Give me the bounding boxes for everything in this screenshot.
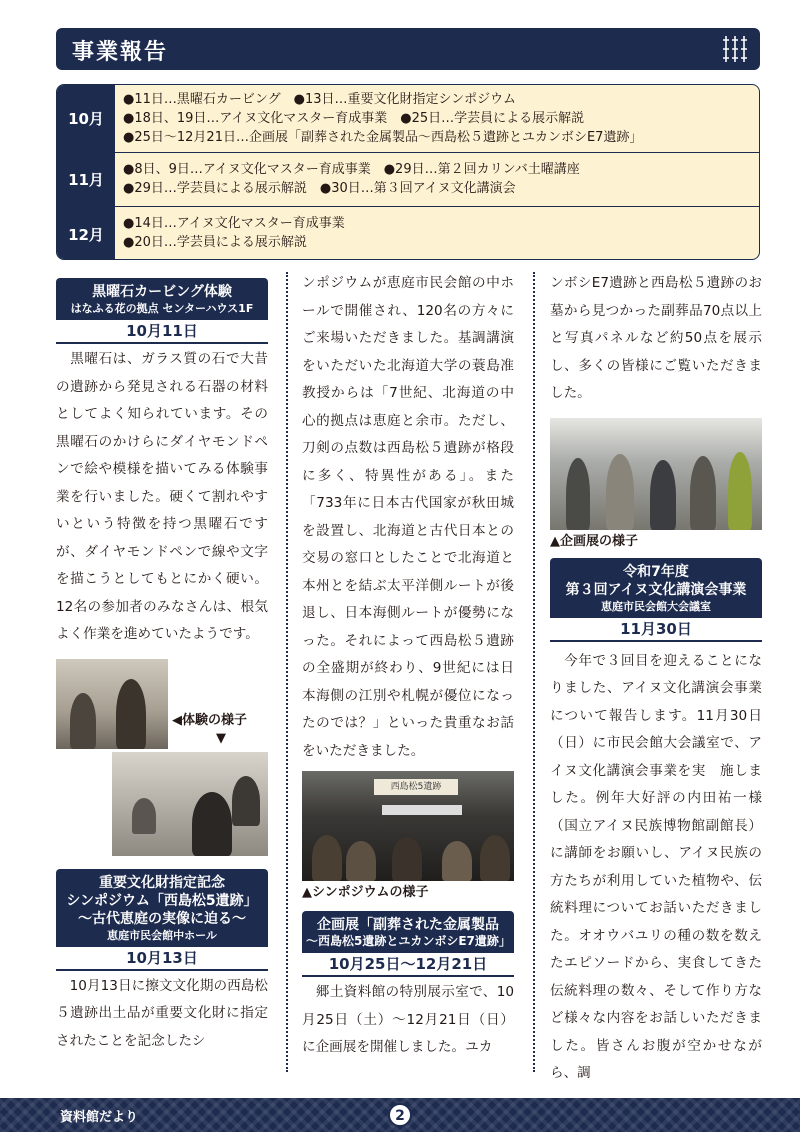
schedule-item: ●29日…学芸員による展示解説 ●30日…第３回アイヌ文化講演会 <box>123 181 516 196</box>
article-body: 黒曜石は、ガラス質の石で大昔の遺跡から発見される石器の材料としてよく知られています。その黒曜石のかけらにダイヤモンドペンで絵や模様を描いてみる体験事業を行いました。硬くて割れやすいという特徴を持つ黒曜石ですが、ダイヤモンドペンで線や文字を描こうとしてもとにかく硬い。12名の参加者のみなさんは、根気よく作業を進めていたようです。 <box>56 351 268 642</box>
schedule-item: ●8日、9日…アイヌ文化マスター育成事業 ●29日…第２回カリンバ土曜講座 <box>123 162 580 177</box>
schedule-table <box>56 84 760 260</box>
column-2 <box>302 270 514 1062</box>
section-title: ～古代恵庭の実像に迫る～ <box>78 910 246 927</box>
schedule-row-october <box>57 85 759 153</box>
section-header <box>56 278 268 320</box>
workshop-photo-1 <box>56 659 168 749</box>
section-title: 企画展「副葬された金属製品 <box>317 917 499 933</box>
column-divider <box>286 272 288 1072</box>
section-date: 10月11日 <box>56 320 268 344</box>
section-date: 11月30日 <box>550 618 762 642</box>
section-date: 10月25日～12月21日 <box>302 953 514 977</box>
column-3 <box>550 270 762 1088</box>
section-header <box>56 869 268 947</box>
page-title: 事業報告 <box>72 40 169 65</box>
section-venue: 恵庭市民会館中ホール <box>107 928 217 942</box>
schedule-item: ●11日…黒曜石カービング ●13日…重要文化財指定シンポジウム <box>123 92 517 107</box>
article-body: ンボシE7遺跡と西島松５遺跡のお墓から見つかった副葬品70点以上と写真パネルなど約50点を展示し、多くの皆様にご覧いただきました。 <box>550 275 762 401</box>
article-body: 郷土資料館の特別展示室で、10月25日（土）～12月21日（日）に企画展を開催しました。ユカ <box>302 984 514 1055</box>
schedule-item: ●25日～12月21日…企画展「副葬された金属製品～西島松５遺跡とユカンボシE7遺跡」 <box>123 130 643 145</box>
section-title: 黒曜石カービング体験 <box>92 284 232 300</box>
newsletter-name: 資料館だより <box>60 1110 139 1125</box>
section-title-bar <box>56 28 760 70</box>
section-title: 令和7年度 <box>623 563 689 580</box>
photo-group <box>56 659 268 859</box>
schedule-item: ●14日…アイヌ文化マスター育成事業 <box>123 216 345 231</box>
schedule-row-november <box>57 153 759 207</box>
schedule-item: ●18日、19日…アイヌ文化マスター育成事業 ●25日…学芸員による展示解説 <box>123 111 585 126</box>
section-venue: はなふる花の拠点 センターハウス1F <box>70 302 254 315</box>
month-label: 11月 <box>57 153 115 206</box>
section-title: 第３回アイヌ文化講演会事業 <box>565 581 747 598</box>
section-header <box>550 558 762 618</box>
photo-caption: ▲シンポジウムの様子 <box>302 885 429 900</box>
column-divider <box>533 272 535 1072</box>
decorative-pattern-icon <box>722 34 748 64</box>
photo-banner: 西島松5遺跡 <box>374 779 458 795</box>
section-header <box>302 911 514 953</box>
section-title: ～西島松5遺跡とユカンボシE7遺跡」 <box>306 934 511 948</box>
article-body: ンポジウムが恵庭市民会館の中ホールで開催され、120名の方々にご来場いただきました。基調講演をいただいた北海道大学の蓑島准教授からは「7世紀、北海道の中心的拠点は恵庭と余市。ただし、刀剣の点数は西島松５遺跡が格段に多く、特異性がある」。また「733年に日本古代国家が秋田城を設置し、北海道と古代日本との交易の窓口としたことで北海道と本州とを結ぶ太平洋側ルートが後退し、日本海側ルートが優勢になった。それによって西島松５遺跡の全盛期が終わり、9世紀には日本海側の江別や札幌が優位になったのでは？」といった貴重なお話をいただきました。 <box>302 275 514 759</box>
workshop-photo-2 <box>112 752 268 856</box>
exhibition-photo <box>550 418 762 530</box>
caption-arrow: ▼ <box>216 730 226 746</box>
photo-caption: ▲企画展の様子 <box>550 533 638 549</box>
month-label: 10月 <box>57 85 115 152</box>
month-label: 12月 <box>57 207 115 260</box>
section-venue: 恵庭市民会館大会議室 <box>601 599 711 613</box>
section-title: シンポジウム「西島松5遺跡」 <box>66 892 258 909</box>
section-title: 重要文化財指定記念 <box>99 874 225 891</box>
column-1 <box>56 278 268 1055</box>
schedule-item: ●20日…学芸員による展示解説 <box>123 235 307 250</box>
page-footer <box>0 1098 800 1132</box>
page-number: 2 <box>388 1103 412 1127</box>
schedule-row-december <box>57 207 759 260</box>
section-date: 10月13日 <box>56 947 268 971</box>
photo-caption: ◀体験の様子 <box>172 712 247 728</box>
symposium-photo <box>302 771 514 881</box>
article-body: 今年で３回目を迎えることになりました、アイヌ文化講演会事業について報告します。11月30日（日）に市民会館大会議室で、アイヌ文化講演会事業を実 施しました。例年大好評の内田祐一様（国立アイヌ民族博物館副館長）に講師をお願いし、アイヌ民族の方たちが利用していた植物や、伝統料理についてお話いただきました。オオウバユリの種の数を数えたエピソードから、実食してきた伝統料理の数々、そして作り方など様々な内容をお話しいただきました。皆さんお腹が空かせながら、調 <box>550 652 762 1081</box>
article-body: 10月13日に擦文文化期の西島松５遺跡出土品が重要文化財に指定されたことを記念したシ <box>56 977 268 1049</box>
